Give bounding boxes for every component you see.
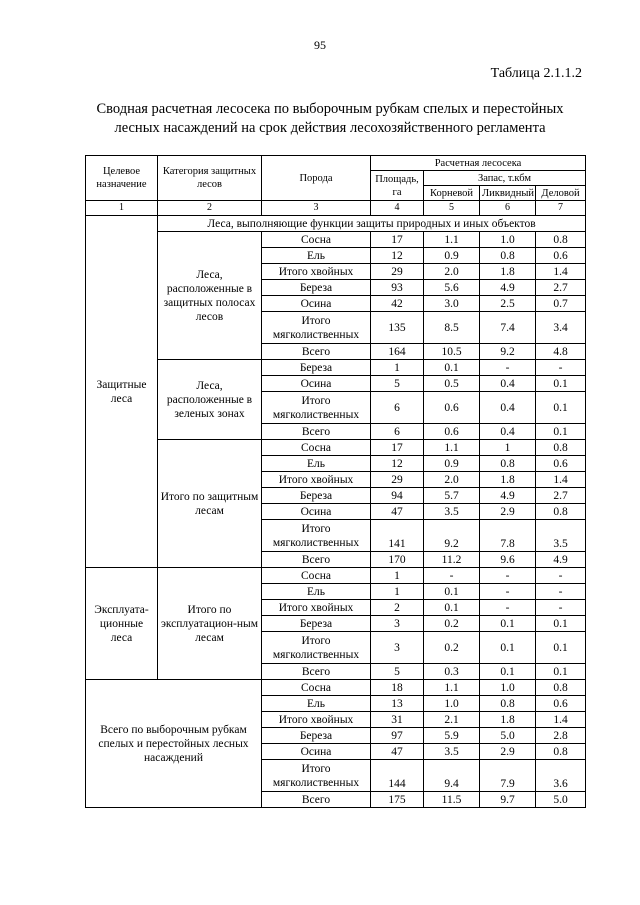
species-cell: Ель [262, 248, 371, 264]
table-title [70, 100, 590, 138]
liquid-stock-cell: 1.0 [480, 232, 536, 248]
header-liquid: Ликвидный [480, 186, 536, 201]
species-cell: Итого мягколиственных [262, 632, 371, 664]
area-cell: 1 [371, 568, 424, 584]
species-cell: Осина [262, 296, 371, 312]
species-cell: Всего [262, 664, 371, 680]
species-cell: Итого хвойных [262, 600, 371, 616]
header-root: Корневой [424, 186, 480, 201]
root-stock-cell: 1.1 [424, 232, 480, 248]
liquid-stock-cell: 0.4 [480, 376, 536, 392]
liquid-stock-cell: - [480, 568, 536, 584]
area-cell: 12 [371, 456, 424, 472]
liquid-stock-cell: 0.1 [480, 616, 536, 632]
root-stock-cell: 10.5 [424, 344, 480, 360]
liquid-stock-cell: 0.8 [480, 456, 536, 472]
species-cell: Ель [262, 456, 371, 472]
area-cell: 29 [371, 472, 424, 488]
business-stock-cell: 0.6 [536, 456, 586, 472]
root-stock-cell: 2.1 [424, 712, 480, 728]
area-cell: 175 [371, 792, 424, 808]
business-stock-cell: 0.7 [536, 296, 586, 312]
root-stock-cell: - [424, 568, 480, 584]
area-cell: 13 [371, 696, 424, 712]
business-stock-cell: 3.4 [536, 312, 586, 344]
area-cell: 94 [371, 488, 424, 504]
liquid-stock-cell: 7.8 [480, 520, 536, 552]
title-line-2: лесных насаждений на срок действия лесохозяйственного регламента [114, 120, 546, 136]
col-number: 7 [536, 201, 586, 216]
header-purpose: Целевое назначение [86, 156, 158, 201]
liquid-stock-cell: - [480, 360, 536, 376]
species-cell: Береза [262, 616, 371, 632]
table-row [86, 216, 586, 232]
species-cell: Всего [262, 792, 371, 808]
root-stock-cell: 0.6 [424, 424, 480, 440]
species-cell: Итого хвойных [262, 712, 371, 728]
species-cell: Береза [262, 488, 371, 504]
area-cell: 17 [371, 440, 424, 456]
table-row [86, 360, 586, 376]
business-stock-cell: 0.8 [536, 744, 586, 760]
business-stock-cell: 0.6 [536, 696, 586, 712]
liquid-stock-cell: 1 [480, 440, 536, 456]
liquid-stock-cell: 1.8 [480, 264, 536, 280]
business-stock-cell: - [536, 568, 586, 584]
business-stock-cell: - [536, 600, 586, 616]
business-stock-cell: 2.7 [536, 280, 586, 296]
col-number: 5 [424, 201, 480, 216]
root-stock-cell: 3.5 [424, 744, 480, 760]
area-cell: 6 [371, 392, 424, 424]
table-row [86, 680, 586, 696]
liquid-stock-cell: 9.2 [480, 344, 536, 360]
species-cell: Осина [262, 376, 371, 392]
liquid-stock-cell: 2.5 [480, 296, 536, 312]
business-stock-cell: 2.8 [536, 728, 586, 744]
area-cell: 3 [371, 632, 424, 664]
liquid-stock-cell: 4.9 [480, 488, 536, 504]
liquid-stock-cell: 4.9 [480, 280, 536, 296]
liquid-stock-cell: 1.8 [480, 712, 536, 728]
liquid-stock-cell: 0.8 [480, 696, 536, 712]
business-stock-cell: 3.6 [536, 760, 586, 792]
species-cell: Итого хвойных [262, 472, 371, 488]
root-stock-cell: 5.7 [424, 488, 480, 504]
title-line-1: Сводная расчетная лесосека по выборочным рубкам спелых и перестойных [96, 101, 564, 117]
business-stock-cell: 0.1 [536, 424, 586, 440]
root-stock-cell: 8.5 [424, 312, 480, 344]
area-cell: 6 [371, 424, 424, 440]
business-stock-cell: 0.8 [536, 504, 586, 520]
species-cell: Береза [262, 728, 371, 744]
liquid-stock-cell: 2.9 [480, 504, 536, 520]
species-cell: Итого мягколиственных [262, 392, 371, 424]
liquid-stock-cell: 9.6 [480, 552, 536, 568]
root-stock-cell: 0.1 [424, 584, 480, 600]
root-stock-cell: 5.6 [424, 280, 480, 296]
root-stock-cell: 3.5 [424, 504, 480, 520]
area-cell: 164 [371, 344, 424, 360]
area-cell: 144 [371, 760, 424, 792]
liquid-stock-cell: 1.0 [480, 680, 536, 696]
estimated-cutting-table [85, 155, 586, 808]
root-stock-cell: 2.0 [424, 264, 480, 280]
root-stock-cell: 0.9 [424, 248, 480, 264]
root-stock-cell: 1.1 [424, 440, 480, 456]
business-stock-cell: 0.8 [536, 680, 586, 696]
business-stock-cell: - [536, 360, 586, 376]
liquid-stock-cell: 0.4 [480, 392, 536, 424]
business-stock-cell: 1.4 [536, 712, 586, 728]
area-cell: 5 [371, 664, 424, 680]
area-cell: 3 [371, 616, 424, 632]
header-species: Порода [262, 156, 371, 201]
root-stock-cell: 11.5 [424, 792, 480, 808]
business-stock-cell: 0.1 [536, 664, 586, 680]
species-cell: Ель [262, 696, 371, 712]
species-cell: Сосна [262, 680, 371, 696]
species-cell: Осина [262, 504, 371, 520]
header-category: Категория защитных лесов [158, 156, 262, 201]
species-cell: Итого хвойных [262, 264, 371, 280]
area-cell: 47 [371, 504, 424, 520]
liquid-stock-cell: - [480, 600, 536, 616]
area-cell: 29 [371, 264, 424, 280]
species-cell: Сосна [262, 440, 371, 456]
liquid-stock-cell: 1.8 [480, 472, 536, 488]
liquid-stock-cell: 0.8 [480, 248, 536, 264]
business-stock-cell: 3.5 [536, 520, 586, 552]
table-row [86, 568, 586, 584]
species-cell: Итого мягколиственных [262, 760, 371, 792]
header-stock: Запас, т.кбм [424, 171, 586, 186]
business-stock-cell: 0.8 [536, 232, 586, 248]
business-stock-cell: - [536, 584, 586, 600]
liquid-stock-cell: 0.1 [480, 664, 536, 680]
area-cell: 135 [371, 312, 424, 344]
table-row [86, 232, 586, 248]
root-stock-cell: 0.5 [424, 376, 480, 392]
liquid-stock-cell: - [480, 584, 536, 600]
liquid-stock-cell: 0.1 [480, 632, 536, 664]
root-stock-cell: 0.6 [424, 392, 480, 424]
root-stock-cell: 5.9 [424, 728, 480, 744]
section-header: Леса, выполняющие функции защиты природных и иных объектов [158, 216, 586, 232]
col-number: 4 [371, 201, 424, 216]
species-cell: Береза [262, 360, 371, 376]
category-protective-strips: Леса, расположенные в защитных полосах лесов [158, 232, 262, 360]
area-cell: 18 [371, 680, 424, 696]
business-stock-cell: 0.1 [536, 632, 586, 664]
root-stock-cell: 1.1 [424, 680, 480, 696]
species-cell: Всего [262, 552, 371, 568]
category-green-zones: Леса, расположенные в зеленых зонах [158, 360, 262, 440]
business-stock-cell: 0.1 [536, 616, 586, 632]
area-cell: 97 [371, 728, 424, 744]
root-stock-cell: 2.0 [424, 472, 480, 488]
root-stock-cell: 9.2 [424, 520, 480, 552]
col-number: 2 [158, 201, 262, 216]
category-protective-total: Итого по защитным лесам [158, 440, 262, 568]
area-cell: 42 [371, 296, 424, 312]
species-cell: Итого мягколиственных [262, 312, 371, 344]
root-stock-cell: 3.0 [424, 296, 480, 312]
business-stock-cell: 0.8 [536, 440, 586, 456]
species-cell: Сосна [262, 568, 371, 584]
area-cell: 1 [371, 360, 424, 376]
liquid-stock-cell: 0.4 [480, 424, 536, 440]
root-stock-cell: 0.2 [424, 616, 480, 632]
area-cell: 12 [371, 248, 424, 264]
col-number: 3 [262, 201, 371, 216]
species-cell: Всего [262, 424, 371, 440]
species-cell: Осина [262, 744, 371, 760]
business-stock-cell: 1.4 [536, 472, 586, 488]
species-cell: Итого мягколиственных [262, 520, 371, 552]
group-grand-total: Всего по выборочным рубкам спелых и перестойных лесных насаждений [86, 680, 262, 808]
business-stock-cell: 0.1 [536, 376, 586, 392]
business-stock-cell: 1.4 [536, 264, 586, 280]
root-stock-cell: 0.1 [424, 600, 480, 616]
liquid-stock-cell: 9.7 [480, 792, 536, 808]
species-cell: Всего [262, 344, 371, 360]
species-cell: Береза [262, 280, 371, 296]
header-estimated-cutting: Расчетная лесосека [371, 156, 586, 171]
business-stock-cell: 5.0 [536, 792, 586, 808]
area-cell: 47 [371, 744, 424, 760]
table-row [86, 440, 586, 456]
header-area: Площадь, га [371, 171, 424, 201]
area-cell: 5 [371, 376, 424, 392]
area-cell: 141 [371, 520, 424, 552]
area-cell: 93 [371, 280, 424, 296]
area-cell: 17 [371, 232, 424, 248]
root-stock-cell: 0.3 [424, 664, 480, 680]
group-protective-forests: Защитные леса [86, 216, 158, 568]
area-cell: 170 [371, 552, 424, 568]
root-stock-cell: 11.2 [424, 552, 480, 568]
root-stock-cell: 9.4 [424, 760, 480, 792]
col-number: 6 [480, 201, 536, 216]
col-number: 1 [86, 201, 158, 216]
area-cell: 2 [371, 600, 424, 616]
area-cell: 1 [371, 584, 424, 600]
table-label: Таблица 2.1.1.2 [490, 66, 582, 81]
area-cell: 31 [371, 712, 424, 728]
category-exploitation-total: Итого по эксплуатацион-ным лесам [158, 568, 262, 680]
business-stock-cell: 4.8 [536, 344, 586, 360]
page-number: 95 [314, 38, 326, 52]
business-stock-cell: 0.1 [536, 392, 586, 424]
root-stock-cell: 0.1 [424, 360, 480, 376]
liquid-stock-cell: 5.0 [480, 728, 536, 744]
species-cell: Ель [262, 584, 371, 600]
liquid-stock-cell: 2.9 [480, 744, 536, 760]
liquid-stock-cell: 7.9 [480, 760, 536, 792]
species-cell: Сосна [262, 232, 371, 248]
root-stock-cell: 1.0 [424, 696, 480, 712]
business-stock-cell: 4.9 [536, 552, 586, 568]
business-stock-cell: 0.6 [536, 248, 586, 264]
column-number-row [86, 201, 586, 216]
business-stock-cell: 2.7 [536, 488, 586, 504]
group-exploitation-forests: Эксплуата-ционные леса [86, 568, 158, 680]
root-stock-cell: 0.9 [424, 456, 480, 472]
liquid-stock-cell: 7.4 [480, 312, 536, 344]
root-stock-cell: 0.2 [424, 632, 480, 664]
header-business: Деловой [536, 186, 586, 201]
